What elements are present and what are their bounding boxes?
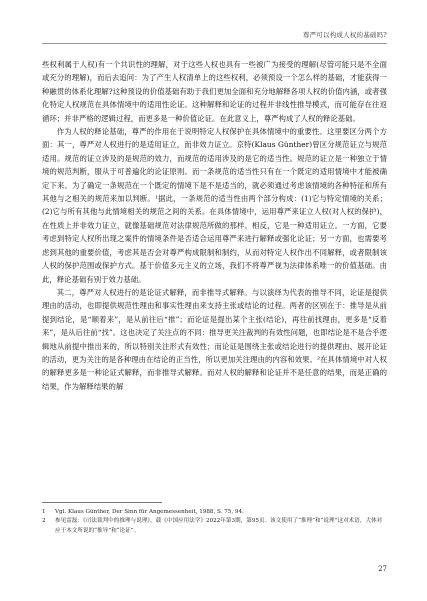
- page-number: 27: [378, 565, 387, 573]
- footnote: [42, 517, 387, 536]
- paragraph: 些权利属于人权)有一个共识性的理解，对于这些人权也具有一些被广为接受的理解(尽管可能只是不全面或充分的理解)，而后去追问：为了产生人权清单上的这些权利，必须预设一个怎么样的基础，才能获得一种融贯的体系化理解?这种预设的价值基础有助于我们更加全面和充分地解释各项人权的价值内涵，或者强化特定人权规范在具体情境中的适用性论证。这种解释和论证的过程并非线性推导模式，而可能存在往返循环；并非严格的逻辑过程，而更多是一种价值论证。在此意义上，尊严构成了人权的释论基础。: [42, 60, 387, 123]
- footnote-text: 参见雷磊：《司法裁判中的推理与说理》，载《中国应用法学》2022年第3期，第95页。该文使用了“推理”和“说理”这对术语，大体对应于本文所说的“推导”和“论证”。: [55, 518, 383, 534]
- body-text: [42, 58, 387, 393]
- header-rule: [42, 43, 387, 44]
- footnote: [42, 508, 387, 517]
- paragraph: 作为人权的释论基础，尊严的作用在于说明特定人权保护在具体情境中的重要性。这里要区分两个方面：其一，尊严对人权进行的是适用证立，而非效力证立。京特(Klaus Günther)曾区分规范证立与规范适用。规范的证立涉及的是规范的效力，而规范的适用涉及的是它的适当性。规范的证立是一种独立于情境的规范判断，服从于可普遍化的论证原则。而一条规范的适当性只有在一个既定的适用情境中才能被确定下来。为了确定一条规范在一个既定的情境下是不是适当的，就必须通过考虑该情境的各种特征和所有其他与之相关的规范来加以判断。¹据此，一条规范的适当性由两个部分构成：(1)它与特定情境的关系；(2)它与所有其他与此情境相关的规范之间的关系。在具体情境中，运用尊严来证立人权(对人权的保护)，在性质上并非效力证立，就像基础规范对法律规范所做的那样。相反，它是一种适用证立。一方面，它要考虑到特定人权所出现之案件的情境条件是否适合运用尊严来进行解释或强化论证；另一方面，也需要考虑到其他的重要价值，考虑其是否会对尊严构成限制和制约，从而对特定人权作出不同解释，或者限制该人权的保护范围或保护方式。基于价值多元主义的立场，我们不将尊严视为法律体系唯一的价值基础。由此，释论基础有别于效力基础。: [42, 127, 387, 284]
- footnote-text: Vgl. Klaus Günther, Der Sinn für Angemessenheit, 1988, S. 75, 94.: [55, 509, 244, 515]
- footnote-rule: [42, 502, 162, 503]
- paragraph: 其二，尊严对人权进行的是论证式解释，而非推导式解释。与以演绎为代表的推导不同，论证是提供理由的活动，也即提供规范性理由和事实性理由来支持主张或结论的过程。两者的区别在于：推导是从前提到结论，是“顺着来”，是从前往后“推”；而论证是提出某个主张(结论)，再往前找理由，更多是“反着来”，是从后往前“找”。这也决定了关注点的不同：推导更关注裁判的有效性问题，也即结论是不是合乎逻辑地从前提中推出来的，所以特别关注形式有效性；而论证是围绕主张或结论进行的提供理由、展开论证的活动，更为关注的是各种理由在结论的正当性，所以更加关注理由的内容和效果。²在具体情境中对人权的解释更多是一种论证式解释，而非推导式解释。而对人权的解释和论证并不是任意的结果，而是正确的结果，作为解释结果的解: [42, 287, 387, 391]
- footnote-number: 2: [42, 518, 46, 525]
- footnote-number: 1: [42, 509, 46, 515]
- footnotes: [42, 508, 387, 536]
- running-head: 尊严可以构成人权的基础吗?: [302, 31, 387, 39]
